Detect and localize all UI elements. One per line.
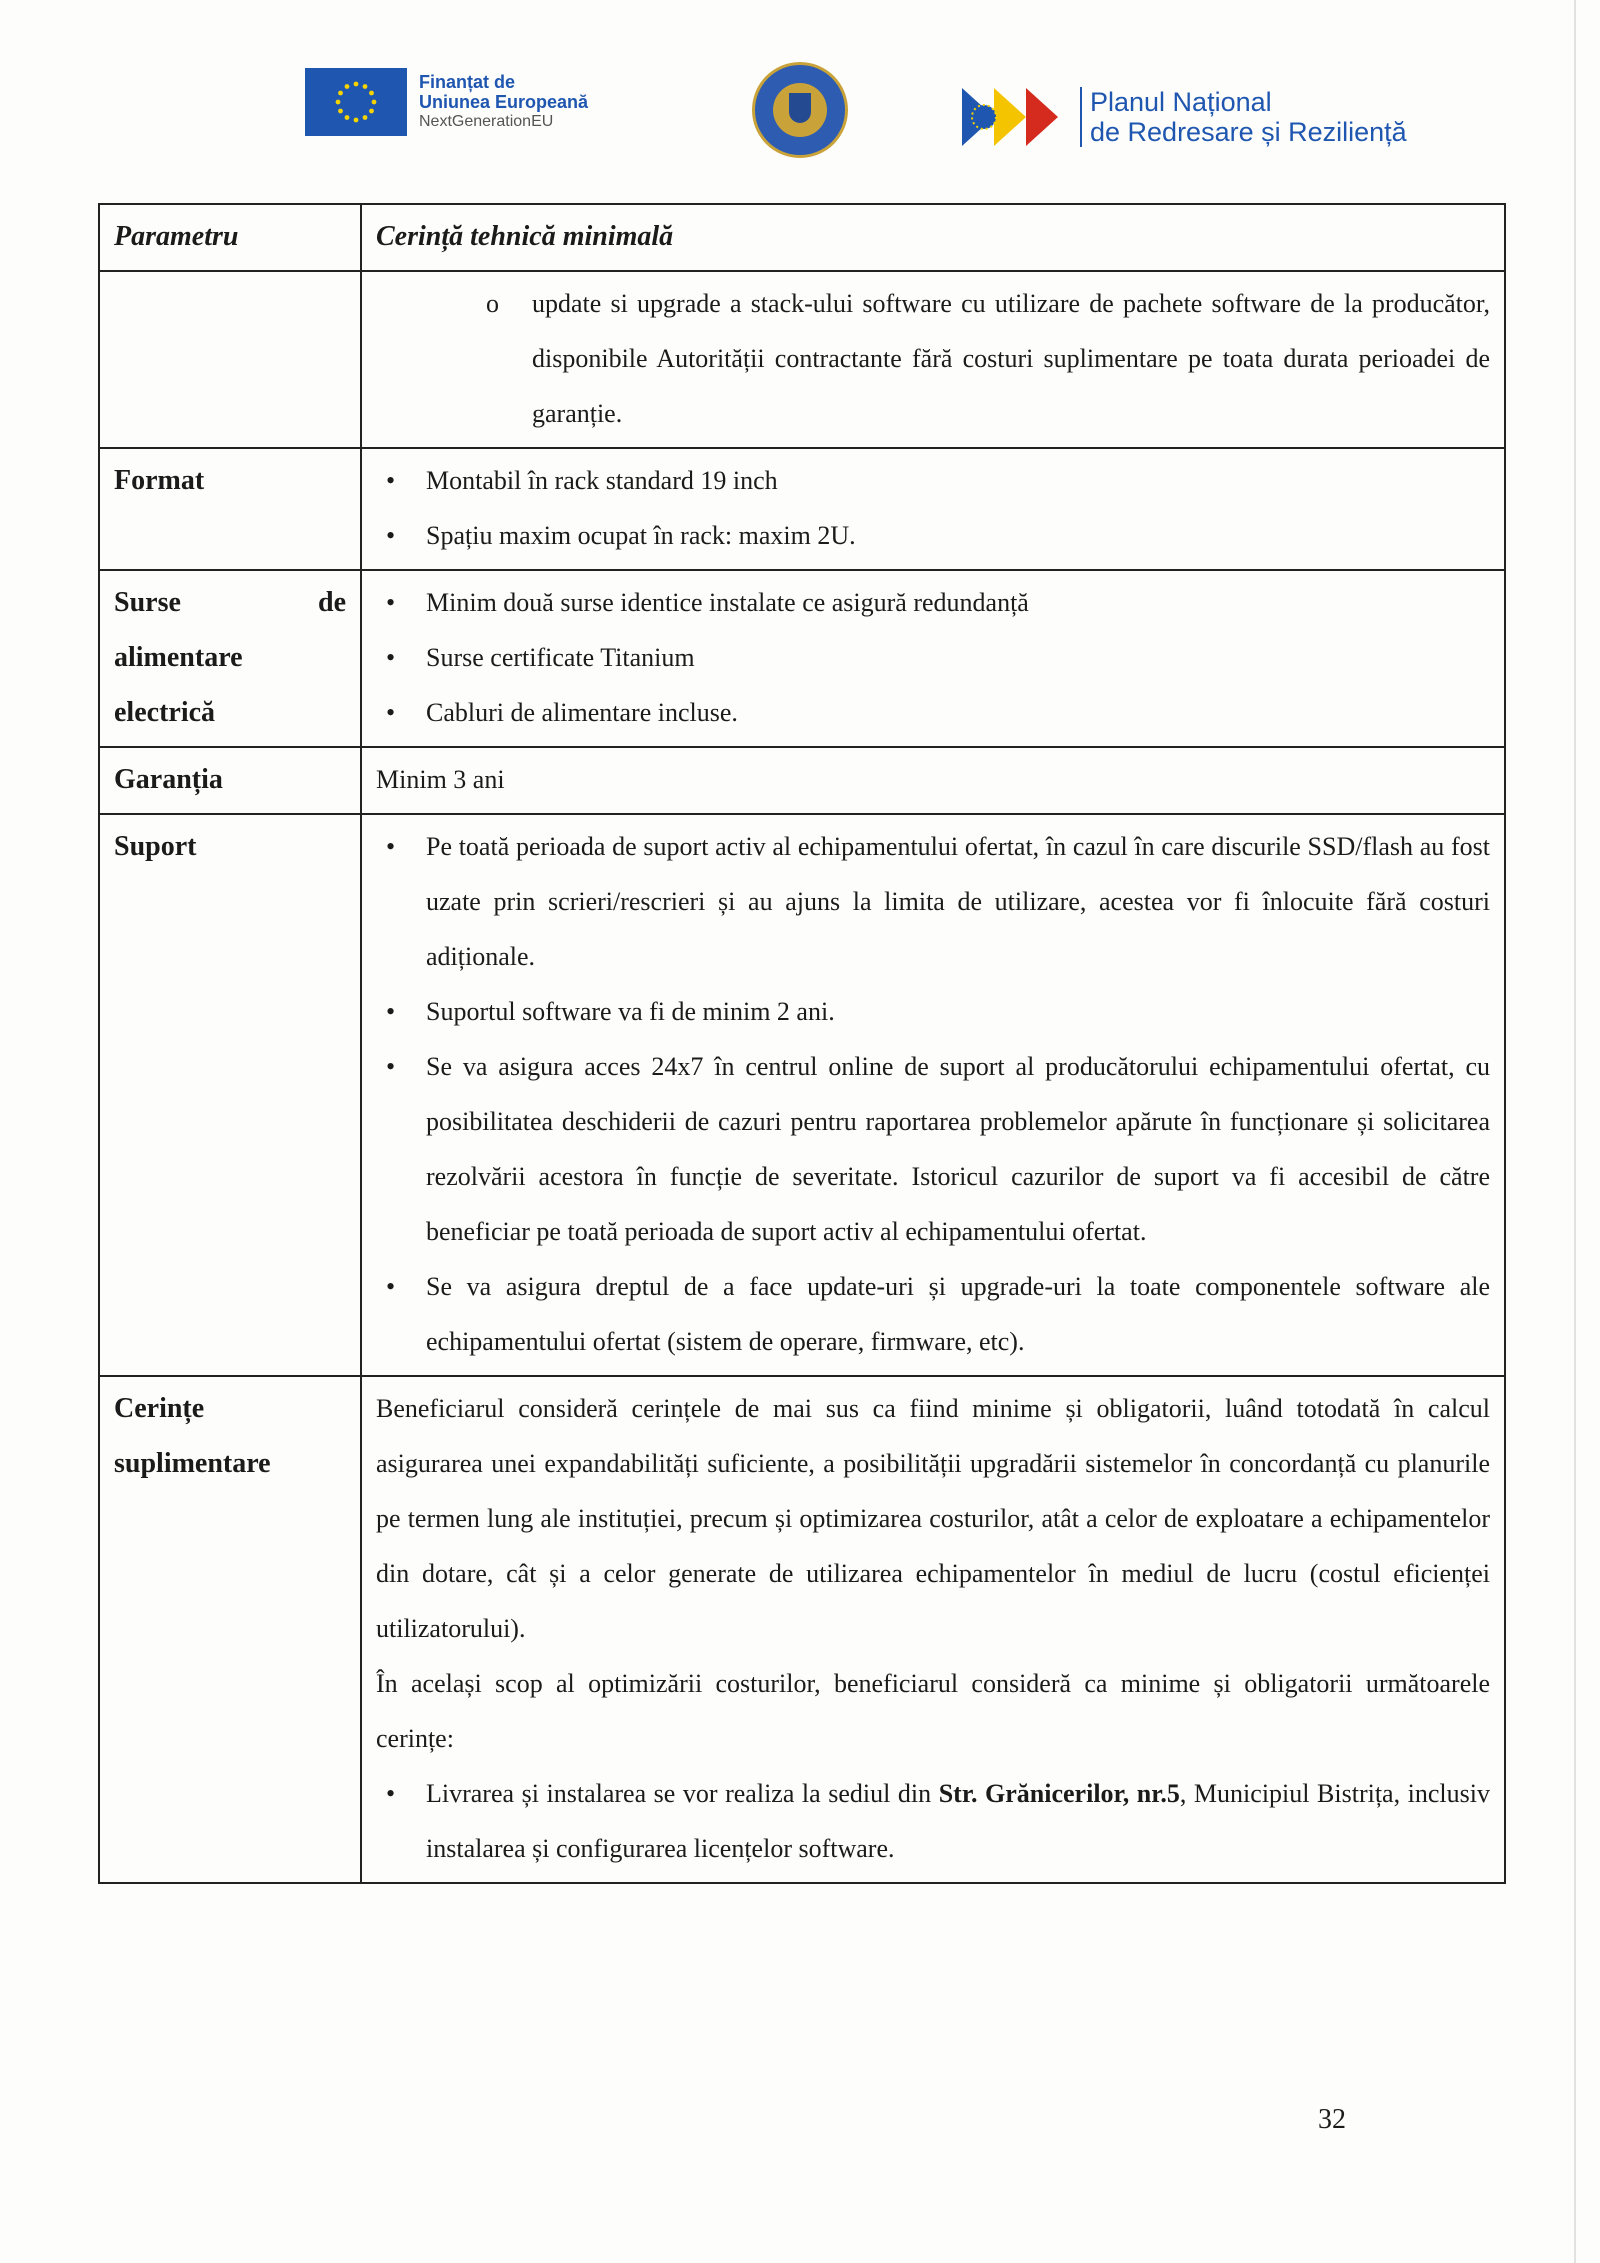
requirement-cell — [361, 448, 1505, 570]
list-item: • Se va asigura acces 24x7 în centrul online de suport al producătorului echipamentului ofertat, cu posibilitatea deschiderii de cazuri pentru raportarea problemelor apărute în funcționare și solicitarea rezolvării acestora în funcție de severitate. Istoricul cazurilor de suport va fi accesibil de către beneficiar pe toată perioada de suport activ al echipamentului ofertat. — [376, 1039, 1490, 1259]
header-logos — [0, 58, 1600, 168]
table-row-surse — [99, 570, 1505, 747]
param-word: de — [318, 587, 346, 618]
eu-nextgen-label: NextGenerationEU — [419, 113, 554, 130]
param-suport: Suport — [99, 814, 361, 1376]
requirement-cell — [361, 271, 1505, 448]
param-garantia: Garanția — [99, 747, 361, 814]
column-header-cerinta: Cerință tehnică minimală — [361, 204, 1505, 271]
pnrr-logo — [960, 82, 1407, 152]
table-row-format — [99, 448, 1505, 570]
list-item: • Se va asigura dreptul de a face update-uri și upgrade-uri la toate componentele software ale echipamentului ofertat (sistem de operare, firmware, etc). — [376, 1259, 1490, 1369]
requirement-cell — [361, 570, 1505, 747]
param-word: electrică — [114, 697, 216, 728]
param-format: Format — [99, 448, 361, 570]
pnrr-arrows-icon — [960, 82, 1072, 152]
list-item: o update si upgrade a stack-ului software cu utilizare de pachete software de la producător, disponibile Autorității contractante fără costuri suplimentare pe toata durata perioadei de garanție. — [376, 276, 1490, 441]
address-bold: Str. Grănicerilor, nr.5 — [938, 1779, 1180, 1808]
technical-requirements-table — [98, 203, 1506, 1884]
requirement-garantia: Minim 3 ani — [361, 747, 1505, 814]
list-item: • Spațiu maxim ocupat în rack: maxim 2U. — [376, 508, 1490, 563]
param-word: suplimentare — [114, 1448, 271, 1479]
param-word: Surse — [114, 587, 181, 618]
list-item — [376, 1766, 1490, 1876]
government-seal-icon — [752, 62, 848, 158]
param-cell-empty — [99, 271, 361, 448]
param-cerinte-suplimentare — [99, 1376, 361, 1883]
list-item: • Surse certificate Titanium — [376, 630, 1490, 685]
list-item-text: Livrarea și instalarea se vor realiza la sediul din — [426, 1779, 939, 1808]
list-item: • Pe toată perioada de suport activ al echipamentului ofertat, în cazul în care discurile SSD/flash au fost uzate prin scrieri/rescrieri și au ajuns la limita de utilizare, acestea vor fi înlocuite fără costuri adiționale. — [376, 819, 1490, 984]
pnrr-title-line2: de Redresare și Reziliență — [1090, 117, 1407, 147]
paragraph: Beneficiarul consideră cerințele de mai sus ca fiind minime și obligatorii, luând totodată în calcul asigurarea unei expandabilități suficiente, a posibilității upgradării sistemelor în concordanță cu planurile pe termen lung ale instituției, precum și optimizarea costurilor, atât a celor de exploatare a echipamentelor din dotare, cât și a celor generate de utilizarea echipamentelor în mediul de lucru (costul eficienței utilizatorului). — [376, 1394, 1490, 1643]
param-word: alimentare — [114, 642, 243, 673]
table-row-continuation — [99, 271, 1505, 448]
table-header-row — [99, 204, 1505, 271]
table-row-cerinte — [99, 1376, 1505, 1883]
table-row-suport — [99, 814, 1505, 1376]
list-item: • Minim două surse identice instalate ce asigură redundanță — [376, 575, 1490, 630]
page-number: 32 — [1318, 2104, 1346, 2135]
list-item: • Suportul software va fi de minim 2 ani. — [376, 984, 1490, 1039]
eu-logo — [305, 68, 588, 136]
page-edge — [1574, 0, 1576, 2263]
list-item: • Cabluri de alimentare incluse. — [376, 685, 1490, 740]
eu-union-label: Uniunea Europeană — [419, 92, 589, 112]
param-surse-alimentare — [99, 570, 361, 747]
param-word: Cerințe — [114, 1393, 205, 1424]
paragraph: În același scop al optimizării costurilor, beneficiarul consideră ca minime și obligatorii următoarele cerințe: — [376, 1669, 1490, 1753]
eu-flag-icon — [305, 68, 407, 136]
column-header-parametru: Parametru — [99, 204, 361, 271]
table-row-garantia — [99, 747, 1505, 814]
eu-funded-label: Finanțat de — [419, 72, 516, 92]
requirement-cell — [361, 1376, 1505, 1883]
list-item-text: , Municipiul Bistrița, inclusiv instalarea și configurarea licențelor software. — [426, 1779, 1490, 1863]
pnrr-title-line1: Planul Național — [1090, 87, 1272, 117]
requirement-cell — [361, 814, 1505, 1376]
list-item: • Montabil în rack standard 19 inch — [376, 453, 1490, 508]
